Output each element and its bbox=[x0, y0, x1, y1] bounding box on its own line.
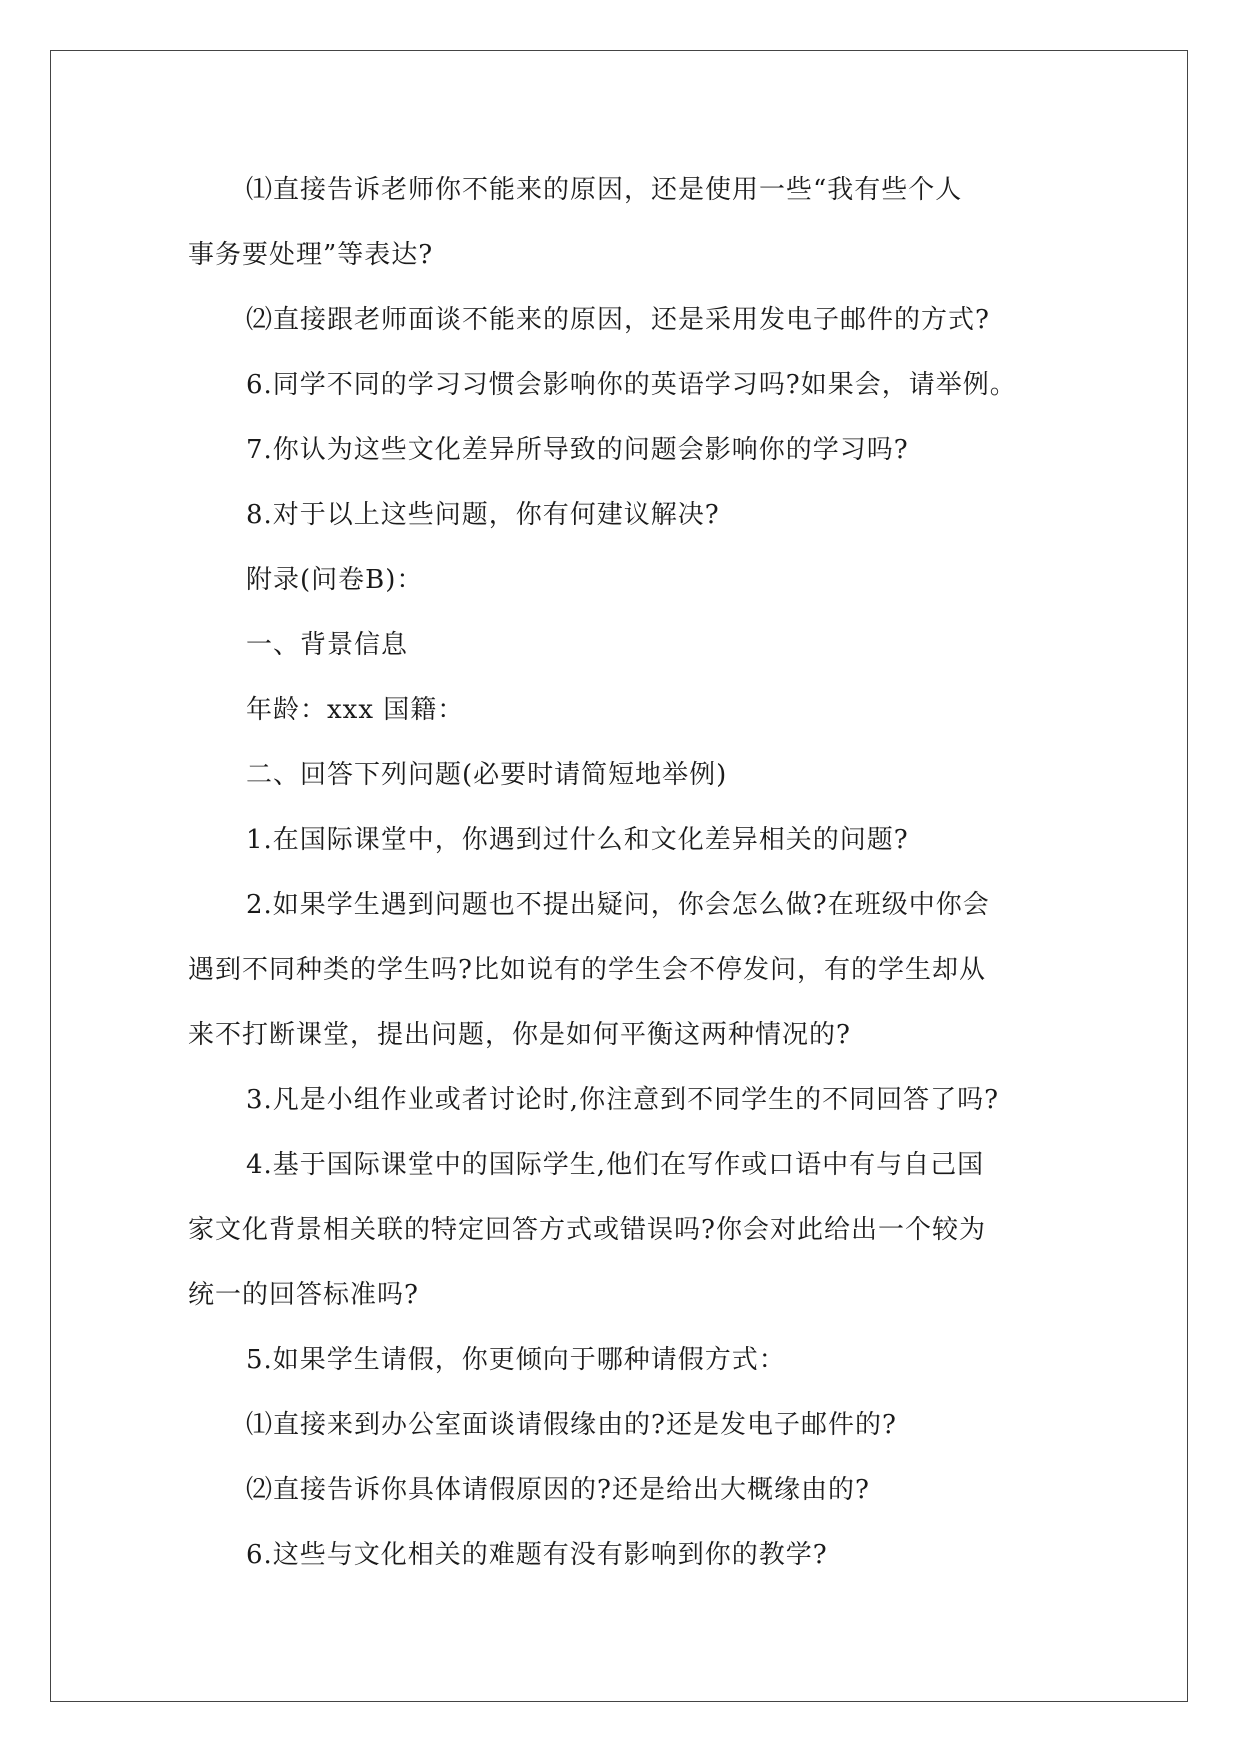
text-line: 7.你认为这些文化差异所导致的问题会影响你的学习吗? bbox=[246, 435, 909, 465]
text-line: 8.对于以上这些问题，你有何建议解决? bbox=[246, 500, 720, 530]
text-line: 2.如果学生遇到问题也不提出疑问，你会怎么做?在班级中你会 bbox=[246, 890, 990, 920]
document-body bbox=[188, 158, 1068, 1588]
text-line: 来不打断课堂，提出问题，你是如何平衡这两种情况的? bbox=[188, 1020, 851, 1050]
text-line: 家文化背景相关联的特定回答方式或错误吗?你会对此给出一个较为 bbox=[188, 1215, 986, 1245]
text-line: 事务要处理”等表达? bbox=[188, 240, 434, 270]
appendix-heading: 附录(问卷B)： bbox=[246, 565, 424, 595]
text-line: 6.同学不同的学习习惯会影响你的英语学习吗?如果会，请举例。 bbox=[246, 370, 1017, 400]
text-line: ⑴直接告诉老师你不能来的原因，还是使用一些“我有些个人 bbox=[246, 175, 963, 205]
text-line: 遇到不同种类的学生吗?比如说有的学生会不停发问，有的学生却从 bbox=[188, 955, 986, 985]
text-line: 4.基于国际课堂中的国际学生,他们在写作或口语中有与自己国 bbox=[246, 1150, 985, 1180]
text-line: 1.在国际课堂中，你遇到过什么和文化差异相关的问题? bbox=[246, 825, 909, 855]
text-line: 3.凡是小组作业或者讨论时,你注意到不同学生的不同回答了吗? bbox=[246, 1085, 1000, 1115]
text-line: ⑵直接跟老师面谈不能来的原因，还是采用发电子邮件的方式? bbox=[246, 305, 990, 335]
text-line: ⑴直接来到办公室面谈请假缘由的?还是发电子邮件的? bbox=[246, 1410, 897, 1440]
text-line: 6.这些与文化相关的难题有没有影响到你的教学? bbox=[246, 1540, 828, 1570]
section-heading: 一、背景信息 bbox=[246, 630, 409, 660]
section-heading: 二、回答下列问题(必要时请简短地举例) bbox=[246, 760, 728, 790]
text-line: 年龄：xxx 国籍： bbox=[246, 695, 465, 725]
text-line: ⑵直接告诉你具体请假原因的?还是给出大概缘由的? bbox=[246, 1475, 870, 1505]
text-line: 统一的回答标准吗? bbox=[188, 1280, 419, 1310]
text-line: 5.如果学生请假，你更倾向于哪种请假方式： bbox=[246, 1345, 786, 1375]
